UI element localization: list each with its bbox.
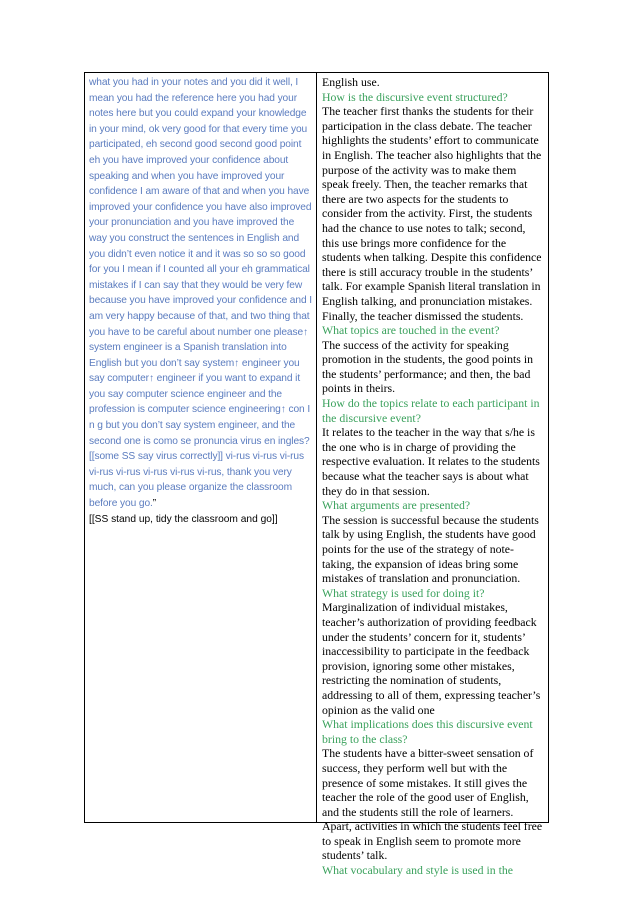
question-implications: What implications does this discursive event bring to the class? (322, 717, 533, 746)
answer-arguments: The session is successful because the students talk by using English, the students have good points for the use of the strategy of note-taking, the expansion of ideas bring some mistakes of translation and pronunciation. (322, 512, 539, 586)
answer-topic-relation: It relates to the teacher in the way that s/he is the one who is in charge of providing the respective evaluation. It relates to the students because what the teacher says is about what they do in that session. (322, 425, 540, 498)
stage-direction: [[SS stand up, tidy the classroom and go]] (89, 513, 278, 525)
answer-structure: The teacher first thanks the students for their participation in the class debate. The teacher highlights the students’ effort to communicate in English. The teacher also highlights that the purpose of the activity was to make them speak freely. Then, the teacher remarks that there are two aspects for the students to consider from the activity. First, the students had the chance to use notes to talk; second, this use brings more confidence for the students when talking. Despite this confidence there is still accuracy trouble in the students’ talk. For example Spanish literal translation in English talking, and pronunciation mistakes. Finally, the teacher dismissed the students. (322, 104, 542, 323)
analysis-column (317, 73, 548, 878)
analysis-table (84, 72, 549, 878)
question-structure: How is the discursive event structured? (322, 89, 508, 104)
question-strategy: What strategy is used for doing it? (322, 585, 485, 600)
closing-quote: ” (152, 498, 157, 510)
transcript-column (85, 73, 317, 822)
transcript-text: what you had in your notes and you did it well, I mean you had the reference here you had your notes here but you could expand your knowledge in your mind, ok very good for that every time you participated, eh second good second good point eh you have improved your confidence about speaking and when you have improved your confidence I am aware of that and when you have improved your confidence you have also improved your pronunciation and you have improved the way you construct the sentences in English and you didn’t even notice it and it was so so so good for you I mean if I counted all your eh grammatical mistakes if I can say that they would be very few because you have improved your confidence and I am very happy because of that, and two thing that you have to be careful about number one please↑ system engineer is a Spanish translation into English but you don’t say system↑ engineer you say computer↑ engineer if you want to expand it you say computer science engineer and the profession is computer science engineering↑ con I n g but you don’t say system engineer, and the second one is como se pronuncia virus en ingles? [[some SS say virus correctly]] vi-rus vi-rus vi-rus vi-rus vi-rus vi-rus vi-rus vi-rus, thank you very much, can you please organize the classroom before you go. (89, 77, 312, 510)
answer-topics: The success of the activity for speaking promotion in the students, the good points in the students’ performance; and then, the bad points in theirs. (322, 337, 534, 396)
question-vocabulary: What vocabulary and style is used in the (322, 863, 513, 878)
answer-strategy: Marginalization of individual mistakes, teacher’s authorization of providing feedback under the students’ concern for it, students’ inaccessibility to participate in the feedback provision, ignoring some other mistakes, restricting the nomination of students, addressing to all of them, expressing teacher’s opinion as the valid one (322, 600, 541, 717)
question-topic-relation: How do the topics relate to each participant in the discursive event? (322, 396, 540, 425)
answer-implications: The students have a bitter-sweet sensation of success, they perform well but with the presence of some mistakes. It still gives the teacher the role of the good user of English, and the students still the role of learners. Apart, activities in which the students feel free to speak in English seem to promote more students’ talk. (322, 746, 543, 863)
analysis-intro: English use. (322, 75, 380, 89)
question-topics: What topics are touched in the event? (322, 323, 500, 338)
transcript-paragraph (89, 75, 313, 512)
question-arguments: What arguments are presented? (322, 498, 471, 513)
